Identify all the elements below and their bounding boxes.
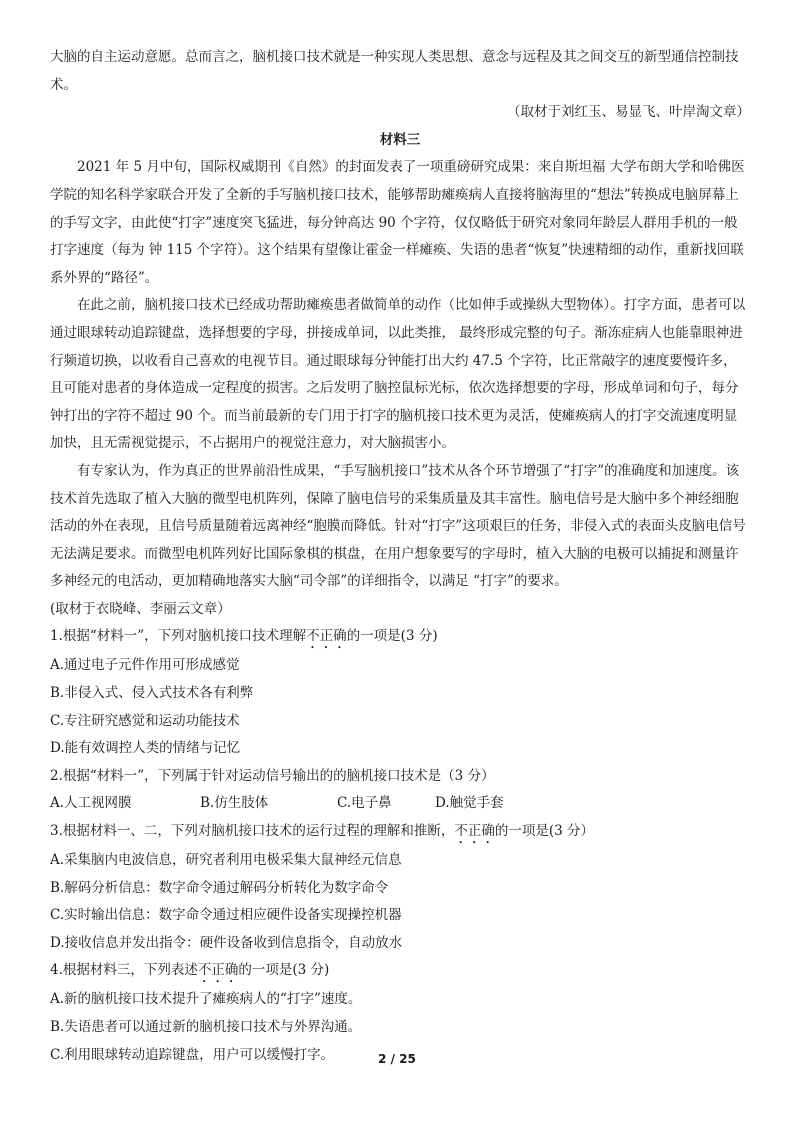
paragraph-continuation: 大脑的自主运动意愿。总而言之，脑机接口技术就是一种实现人类思想、意念与远程及其之间交互的新型通信控制技术。 [50,49,739,93]
paragraph-material-3-1: 2021 年 5 月中旬，国际权威期刊《自然》的封面发表了一项重磅研究成果：来自斯坦福 大学布朗大学和哈佛医学院的知名科学家联合开发了全新的手写脑机接口技术，能够帮助瘫痪病人直接将脑海里的“想法”转换成电脑屏幕上的手写文字，由此使“打字”速度突飞猛进，每分钟高达 90 个字符，仅仅略低于研究对象同年龄层人群用手机的一般打字速度（每为 钟 115 个字符）。这个结果有望像让霍金一样瘫痪、失语的患者“恢复”快速精细的动作，重新找回联系外界的“路径”。 [50,159,745,286]
question-3-option-a: A.采集脑内电波信息，研究者利用电极采集大鼠神经元信息 [50,852,402,869]
question-4-stem [50,957,750,986]
question-4-stem-pre: 4.根据材料三，下列表述 [50,962,198,979]
source-citation-2: (取材于衣晓峰、李丽云文章） [50,600,231,617]
question-2 [50,763,750,818]
question-2-options [50,790,750,818]
question-3-stem [50,818,750,847]
question-4-stem-post: 的一项是(3 分) [238,962,330,979]
question-1-stem [50,623,750,652]
question-4-stem-emphasis: 不正确 [197,962,239,979]
question-3-stem-emphasis: 不正确 [454,823,495,840]
page-number: 2 / 25 [378,1052,416,1066]
question-2-option-d: D.触觉手套 [435,795,504,812]
section-heading-material-3: 材料三 [379,131,421,148]
question-1-stem-pre: 1.根据“材料一”，下列对脑机接口技术理解 [50,628,307,645]
question-3-option-b: B.解码分析信息：数字命令通过解码分析转化为数字命令 [50,879,389,896]
question-4-option-c: C.利用眼球转动追踪键盘，用户可以缓慢打字。 [50,1046,335,1063]
question-1-option-c: C.专注研究感觉和运动功能技术 [50,712,240,729]
source-citation-1: （取材于刘红玉、易显飞、叶岸淘文章） [507,104,750,121]
question-1-option-b: B.非侵入式、侵入式技术各有利弊 [50,685,254,702]
question-1-option-a: A.通过电子元件作用可形成感觉 [50,657,240,674]
question-3-stem-post: 的一项是(3 分） [494,823,595,840]
question-1-option-d: D.能有效调控人类的情绪与记忆 [50,740,241,757]
document-page [50,44,750,1069]
question-3 [50,818,750,957]
question-2-option-a: A.人工视网膜 [50,795,132,812]
paragraph-material-3-2: 在此之前，脑机接口技术已经成功帮助瘫痪患者做简单的动作（比如伸手或操纵大型物体）。打字方面，患者可以通过眼球转动追踪键盘，选择想要的字母，拼接成单词，以此类推， 最终形成完整的句子。渐冻症病人也能靠眼神进行频道切换，以收看自己喜欢的电视节目。通过眼球每分钟能打出大约 47.5 个字符，比正常敲字的速度要慢许多，且可能对患者的身体造成一定程度的损害。之后发明了脑控鼠标光标，依次选择想要的字母，形成单词和句子，每分钟打出的字符不超过 90 个。而当前最新的专门用于打字的脑机接口技术更为灵活，使瘫痪病人的打字交流速度明显加快，且无需视觉提示，不占据用户的视觉注意力，对大脑损害小。 [50,297,746,452]
question-1-stem-post: 的一项是(3 分) [346,628,438,645]
question-1 [50,623,750,762]
question-2-stem: 2.根据“材料一”，下列属于针对运动信号输出的的脑机接口技术是（3 分） [50,767,495,784]
question-3-stem-pre: 3.根据材料一、二，下列对脑机接口技术的运行过程的理解和推断， [50,823,455,840]
question-2-option-c: C.电子鼻 [337,795,392,812]
question-2-option-b: B.仿生肢体 [200,795,269,812]
question-3-option-d: D.接收信息并发出指令：硬件设备收到信息指令，自动放水 [50,934,403,951]
question-4-option-a: A.新的脑机接口技术提升了瘫痪病人的“打字”速度。 [50,991,362,1008]
question-4-option-b: B.失语患者可以通过新的脑机接口技术与外界沟通。 [50,1019,362,1035]
question-1-stem-emphasis: 不正确 [306,628,347,645]
paragraph-material-3-3: 有专家认为，作为真正的世界前沿性成果，“手写脑机接口”技术从各个环节增强了“打字”的准确度和加速度。该技术首先选取了植入大脑的微型电机阵列，保障了脑电信号的采集质量及其丰富性。脑电信号是大脑中多个神经细胞活动的外在表现，且信号质量随着远离神经“胞膜而降低。针对“打字”这项艰巨的任务，非侵入式的表面头皮脑电信号无法满足要求。而微型电机阵列好比国际象棋的棋盘，在用户想象要写的字母时，植入大脑的电极可以捕捉和测量许多神经元的电活动，更加精确地落实大脑“司令部”的详细指令，以满足 “打字”的要求。 [50,462,746,590]
question-3-option-c: C.实时输出信息：数字命令通过相应硬件设备实现操控机器 [50,907,402,924]
